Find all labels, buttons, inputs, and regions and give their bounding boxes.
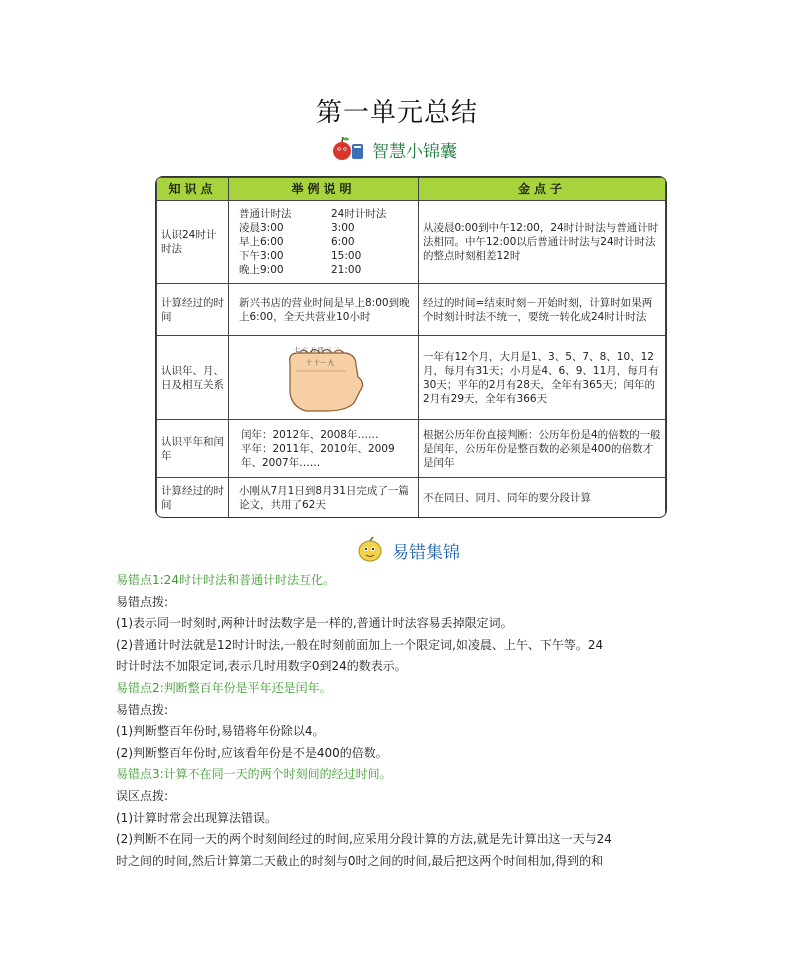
knowledge-cell: 认识平年和闰年 [157, 420, 229, 478]
example-text: 晚上9:00 [239, 264, 284, 276]
tip-cell: 根据公历年份直接判断：公历年份是4的倍数的一般是闰年，公历年份是整百数的必须是400的倍数才是闰年 [419, 420, 666, 478]
table-row [157, 336, 666, 420]
section-header-errors [356, 536, 460, 564]
example-text: 闰年：2012年、2008年…… [241, 428, 379, 441]
knowledge-cell: 计算经过的时间 [157, 284, 229, 336]
section-header-tips [330, 136, 457, 162]
lemon-character-icon [356, 536, 386, 564]
example-text: 早上6:00 [239, 236, 284, 248]
error-note-line: (2)普通计时法就是12时计时法,一般在时刻前面加上一个限定词,如凌晨、上午、下午等。24 [116, 637, 604, 652]
table-row [157, 284, 666, 336]
example-cell [229, 336, 419, 420]
page-title: 第一单元总结 [315, 98, 478, 128]
example-text: 凌晨3:00 [239, 222, 284, 234]
summary-table [155, 176, 667, 518]
tip-cell: 一年有12个月，大月是1、3、5、7、8、10、12月，每月有31天；小月是4、6、9、11月，每月有30天；平年的2月有28天，全年有365天；闰年的2月有29天，全年有366天 [419, 336, 666, 420]
knowledge-cell: 计算经过的时间 [157, 478, 229, 518]
example-text: 21:00 [331, 264, 362, 276]
example-text: 24时计时法 [331, 208, 387, 220]
error-point-heading: 易错点2:判断整百年份是平年还是闰年。 [116, 680, 332, 695]
apple-character-icon [330, 136, 366, 162]
example-cell [229, 284, 419, 336]
table-row [157, 420, 666, 478]
error-point-heading: 易错点1:24时计时法和普通计时法互化。 [116, 573, 335, 587]
example-text: 3:00 [331, 222, 355, 234]
error-note-line: 时之间的时间,然后计算第二天截止的时刻与0时之间的时间,最后把这两个时间相加,得到的和 [116, 853, 604, 868]
error-note-line: (1)判断整百年份时,易错将年份除以4。 [116, 724, 325, 739]
tip-cell: 经过的时间=结束时刻－开始时刻，计算时如果两个时刻计时法不统一，要统一转化成24时计时法 [419, 284, 666, 336]
error-note-line: (1)表示同一时刻时,两种计时法数字是一样的,普通计时法容易丢掉限定词。 [116, 616, 513, 631]
fist-months-icon [276, 343, 372, 413]
error-notes [116, 570, 686, 872]
header-example: 举例说明 [229, 178, 419, 201]
error-note-line: (2)判断不在同一天的两个时刻间经过的时间,应采用分段计算的方法,就是先计算出这一天与24 [116, 832, 612, 847]
example-text: 普通计时法 [239, 208, 292, 220]
table-row [157, 201, 666, 284]
header-knowledge: 知识点 [157, 178, 229, 201]
example-text: 小刚从7月1日到8月31日完成了一篇论文，共用了62天 [239, 484, 409, 511]
example-text: 15:00 [331, 250, 362, 262]
error-note-line: 易错点拨: [116, 594, 169, 609]
example-text: 新兴书店的营业时间是早上8:00到晚上6:00，全天共营业10小时 [239, 296, 410, 323]
example-cell [229, 201, 419, 284]
section-title-errors: 易错集锦 [392, 542, 460, 563]
knowledge-cell: 认识年、月、日及相互关系 [157, 336, 229, 420]
error-note-line: (1)计算时常会出现算法错误。 [116, 810, 277, 825]
example-cell [229, 478, 419, 518]
example-cell [229, 420, 419, 478]
example-text: 平年：2011年、2010年、2009年、2007年…… [241, 442, 395, 469]
error-note-line: 时计时法不加限定词,表示几时用数字0到24的数表示。 [116, 659, 407, 674]
svg-text:七 六 五 四 三 二: 七 六 五 四 三 二 [293, 346, 340, 354]
header-tip: 金点子 [419, 178, 666, 201]
tip-cell: 不在同日、同月、同年的要分段计算 [419, 478, 666, 518]
error-note-line: (2)判断整百年份时,应该看年份是不是400的倍数。 [116, 745, 388, 760]
error-note-line: 易错点拨: [116, 702, 169, 717]
error-note-line: 误区点拨: [116, 788, 169, 803]
svg-text:十 十一 九: 十 十一 九 [305, 359, 334, 367]
knowledge-cell: 认识24时计时法 [157, 201, 229, 284]
table-row [157, 478, 666, 518]
example-text: 6:00 [331, 236, 355, 248]
section-title-tips: 智慧小锦囊 [372, 141, 457, 162]
error-point-heading: 易错点3:计算不在同一天的两个时刻间的经过时间。 [116, 767, 392, 782]
example-text: 下午3:00 [239, 250, 284, 262]
tip-cell: 从凌晨0:00到中午12:00，24时计时法与普通计时法相同。中午12:00以后普通计时法与24时计时法的整点时刻相差12时 [419, 201, 666, 284]
